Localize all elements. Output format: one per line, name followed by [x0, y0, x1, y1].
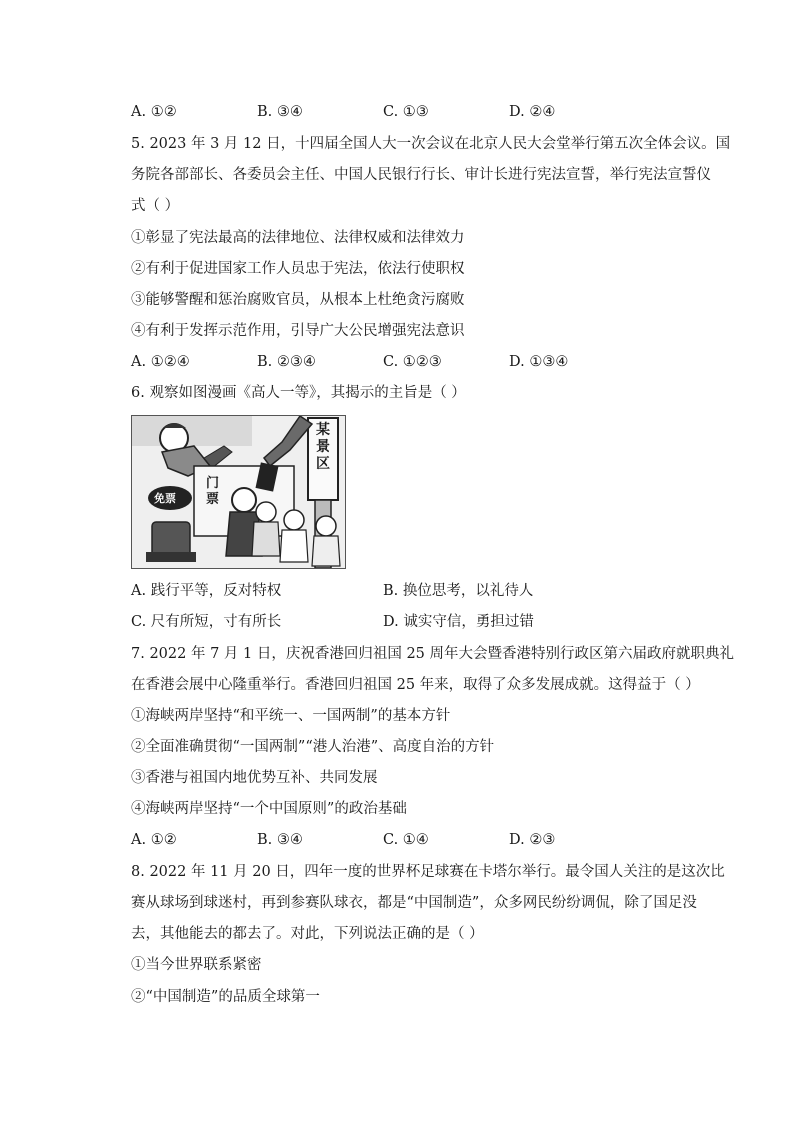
q4-option-a: A. ①② — [131, 104, 177, 120]
q4-option-d: D. ②④ — [509, 104, 556, 120]
q5-option-a: A. ①②④ — [131, 354, 190, 370]
q7-option-d: D. ②③ — [509, 832, 556, 848]
q8-stem-line-3: 去，其他能去的都去了。对此，下列说法正确的是（ ） — [131, 926, 484, 942]
q5-option-c: C. ①②③ — [383, 354, 442, 370]
q5-statement-2: ②有利于促进国家工作人员忠于宪法，依法行使职权 — [131, 261, 465, 277]
q7-option-b: B. ③④ — [257, 832, 303, 848]
q5-statement-4: ④有利于发挥示范作用，引导广大公民增强宪法意识 — [131, 323, 465, 339]
q5-statement-3: ③能够警醒和惩治腐败官员，从根本上杜绝贪污腐败 — [131, 292, 465, 308]
q6-option-b: B. 换位思考，以礼待人 — [383, 583, 534, 599]
q7-statement-2: ②全面准确贯彻“一国两制”“港人治港”、高度自治的方针 — [131, 739, 495, 755]
q6-option-a: A. 践行平等，反对特权 — [131, 583, 282, 599]
q6-option-c: C. 尺有所短，寸有所长 — [131, 614, 282, 630]
q5-stem-line-3: 式（ ） — [131, 198, 180, 214]
q7-stem-line-1: 7. 2022 年 7 月 1 日，庆祝香港回归祖国 25 周年大会暨香港特别行政区第六届政府就职典礼 — [131, 646, 735, 662]
cartoon-image — [131, 415, 346, 569]
q7-statement-3: ③香港与祖国内地优势互补、共同发展 — [131, 770, 378, 786]
q6-stem: 6. 观察如图漫画《高人一等》，其揭示的主旨是（ ） — [131, 385, 466, 401]
q6-option-d: D. 诚实守信，勇担过错 — [383, 614, 534, 630]
q4-option-b: B. ③④ — [257, 104, 303, 120]
q7-option-c: C. ①④ — [383, 832, 429, 848]
q7-stem-line-2: 在香港会展中心隆重举行。香港回归祖国 25 年来，取得了众多发展成就。这得益于（ ） — [131, 677, 700, 693]
cartoon-sign-text: 某景区 — [316, 422, 330, 472]
q7-statement-4: ④海峡两岸坚持“一个中国原则”的政治基础 — [131, 801, 407, 817]
q5-stem-line-2: 务院各部部长、各委员会主任、中国人民银行行长、审计长进行宪法宣誓，举行宪法宣誓仪 — [131, 167, 711, 183]
cartoon-stamp-text: 免票 — [154, 492, 176, 505]
q8-stem-line-1: 8. 2022 年 11 月 20 日，四年一度的世界杯足球赛在卡塔尔举行。最令国人关注的是这次比 — [131, 864, 725, 880]
q5-option-d: D. ①③④ — [509, 354, 569, 370]
q8-statement-2: ②“中国制造”的品质全球第一 — [131, 989, 320, 1005]
cartoon-ticket-text: 门票 — [206, 476, 220, 507]
q7-option-a: A. ①② — [131, 832, 177, 848]
q8-stem-line-2: 赛从球场到球迷村，再到参赛队球衣，都是“中国制造”，众多网民纷纷调侃，除了国足没 — [131, 895, 697, 911]
q8-statement-1: ①当今世界联系紧密 — [131, 957, 262, 973]
q5-statement-1: ①彰显了宪法最高的法律地位、法律权威和法律效力 — [131, 230, 465, 246]
q5-option-b: B. ②③④ — [257, 354, 316, 370]
q7-statement-1: ①海峡两岸坚持“和平统一、一国两制”的基本方针 — [131, 708, 451, 724]
q5-stem-line-1: 5. 2023 年 3 月 12 日，十四届全国人大一次会议在北京人民大会堂举行第五次全体会议。国 — [131, 136, 731, 152]
q4-option-c: C. ①③ — [383, 104, 429, 120]
